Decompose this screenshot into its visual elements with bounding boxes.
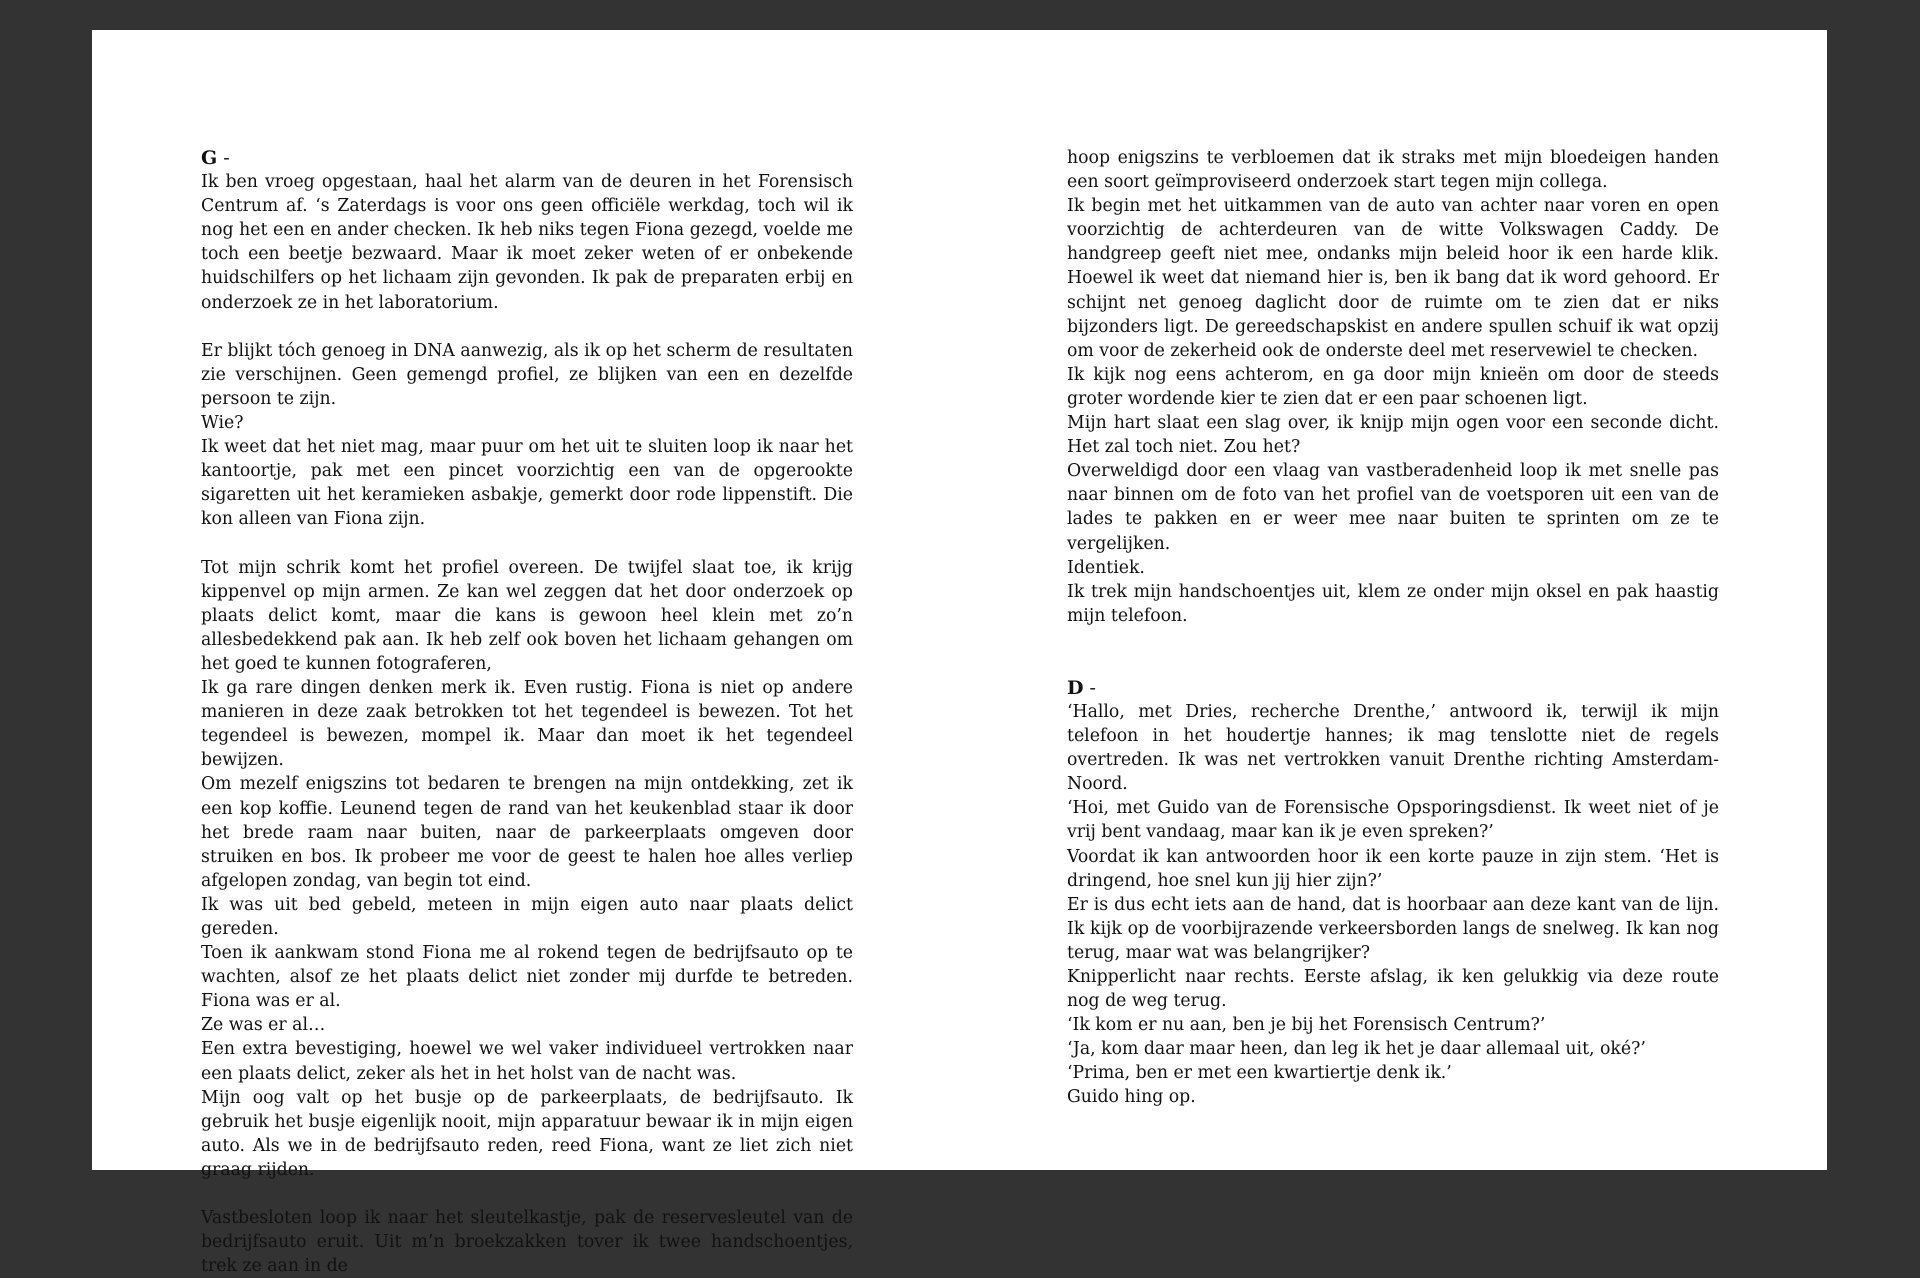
paragraph: Knipperlicht naar rechts. Eerste afslag, ik ken gelukkig via deze route nog de weg terug. [1067,967,1719,1012]
paragraph: Mijn hart slaat een slag over, ik knijp mijn ogen voor een seconde dicht. Het zal toch niet. Zou het? [1067,413,1719,458]
paragraph: Identiek. [1067,557,1145,578]
paragraph-spacer [201,532,853,556]
paragraph: Ze was er al… [201,1015,326,1036]
paragraph: Vastbesloten loop ik naar het sleutelkastje, pak de reservesleutel van de bedrijfsauto eruit. Uit m’n broekzakken tover ik twee handschoentjes, trek ze aan in de [201,1208,853,1277]
paragraph: Wie? [201,413,244,434]
paragraph: Ik trek mijn handschoentjes uit, klem ze onder mijn oksel en pak haastig mijn telefoon. [1067,581,1719,626]
chapter-heading-d: D - [1067,676,1096,699]
paragraph: Guido hing op. [1067,1087,1196,1108]
paragraph-spacer [201,1182,853,1206]
right-page-column [1067,146,1719,1110]
section-spacer [1067,628,1719,676]
paragraph: Er blijkt tóch genoeg in DNA aanwezig, als ik op het scherm de resultaten zie verschijnen. Geen gemengd profiel, ze blijken van een en dezelfde persoon te zijn. [201,340,853,409]
paragraph: Ik weet dat het niet mag, maar puur om het uit te sluiten loop ik naar het kantoortje, pak met een pincet voorzichtig een van de opgerookte sigaretten uit het keramieken asbakje, gemerkt door rode lippenstift. Die kon alleen van Fiona zijn. [201,437,853,530]
paragraph-spacer [201,315,853,339]
paragraph: Ik ben vroeg opgestaan, haal het alarm van de deuren in het Forensisch Centrum af. ‘s Zaterdags is voor ons geen officiële werkdag, toch wil ik nog het een en ander checken. Ik heb niks tegen Fiona gezegd, voelde me toch een beetje bezwaard. Maar ik moet zeker weten of er onbekende huidschilfers op het lichaam zijn gevonden. Ik pak de preparaten erbij en onderzoek ze in het laboratorium. [201,172,853,313]
book-spread [92,30,1827,1277]
paragraph: ‘Hoi, met Guido van de Forensische Opsporingsdienst. Ik weet niet of je vrij bent vandaag, maar kan ik je even spreken?’ [1067,798,1719,843]
paragraph: Mijn oog valt op het busje op de parkeerplaats, de bedrijfsauto. Ik gebruik het busje eigenlijk nooit, mijn apparatuur bewaar ik in mijn eigen auto. Als we in de bedrijfsauto reden, reed Fiona, want ze liet zich niet graag rijden. [201,1087,853,1180]
paragraph: ‘Prima, ben er met een kwartiertje denk ik.’ [1067,1063,1452,1084]
paragraph: ‘Hallo, met Dries, recherche Drenthe,’ antwoord ik, terwijl ik mijn telefoon in het houdertje hannes; ik mag tenslotte niet de regels overtreden. Ik was net vertrokken vanuit Drenthe richting Amsterdam-Noord. [1067,701,1719,795]
paragraph: Ik kijk nog eens achterom, en ga door mijn knieën om door de steeds groter wordende kier te zien dat er een paar schoenen ligt. [1067,364,1719,409]
paragraph: Er is dus echt iets aan de hand, dat is hoorbaar aan deze kant van de lijn. Ik kijk op de voorbijrazende verkeersborden langs de snelweg. Ik kan nog terug, maar wat was belangrijker? [1067,894,1719,963]
paragraph: Een extra bevestiging, hoewel we wel vaker individueel vertrokken naar een plaats delict, zeker als het in het holst van de nacht was. [201,1039,853,1084]
paragraph: Ik was uit bed gebeld, meteen in mijn eigen auto naar plaats delict gereden. [201,894,853,939]
paragraph: Overweldigd door een vlaag van vastberadenheid loop ik met snelle pas naar binnen om de foto van het profiel van de voetsporen uit een van de lades te pakken en er weer mee naar buiten te sprinten om ze te vergelijken. [1067,461,1719,554]
paragraph: ‘Ik kom er nu aan, ben je bij het Forensisch Centrum?’ [1067,1015,1546,1036]
paragraph: Om mezelf enigszins tot bedaren te brengen na mijn ontdekking, zet ik een kop koffie. Leunend tegen de rand van het keukenblad staar ik door het brede raam naar buiten, naar de parkeerplaats omgeven door struiken en bos. Ik probeer me voor de geest te halen hoe alles verliep afgelopen zondag, van begin tot eind. [201,774,853,891]
paragraph: Toen ik aankwam stond Fiona me al rokend tegen de bedrijfsauto op te wachten, alsof ze het plaats delict niet zonder mij durfde te betreden. Fiona was er al. [201,943,853,1012]
paragraph: Voordat ik kan antwoorden hoor ik een korte pauze in zijn stem. ‘Het is dringend, hoe snel kun jij hier zijn?’ [1067,846,1719,891]
left-page-column [201,146,853,1278]
paragraph: hoop enigszins te verbloemen dat ik straks met mijn bloedeigen handen een soort geïmproviseerd onderzoek start tegen mijn collega. [1067,148,1719,193]
chapter-heading-g: G - [201,147,230,169]
paragraph: Tot mijn schrik komt het profiel overeen. De twijfel slaat toe, ik krijg kippenvel op mijn armen. Ze kan wel zeggen dat het door onderzoek op plaats delict komt, maar die kans is gewoon heel klein met zo’n allesbedekkend pak aan. Ik heb zelf ook boven het lichaam gehangen om het goed te kunnen fotograferen, [201,557,853,674]
paragraph: Ik ga rare dingen denken merk ik. Even rustig. Fiona is niet op andere manieren in deze zaak betrokken tot het tegendeel is bewezen. Tot het tegendeel is bewezen, mompel ik. Maar dan moet ik het tegendeel bewijzen. [201,678,853,771]
paragraph: ‘Ja, kom daar maar heen, dan leg ik het je daar allemaal uit, oké?’ [1067,1039,1646,1060]
paragraph: Ik begin met het uitkammen van de auto van achter naar voren en open voorzichtig de achterdeuren van de witte Volkswagen Caddy. De handgreep geeft niet mee, ondanks mijn beleid hoor ik een harde klik. Hoewel ik weet dat niemand hier is, ben ik bang dat ik word gehoord. Er schijnt net genoeg daglicht door de ruimte om te zien dat er niks bijzonders ligt. De gereedschapskist en andere spullen schuif ik wat opzij om voor de zekerheid ook de onderste deel met reservewiel te checken. [1067,196,1719,361]
